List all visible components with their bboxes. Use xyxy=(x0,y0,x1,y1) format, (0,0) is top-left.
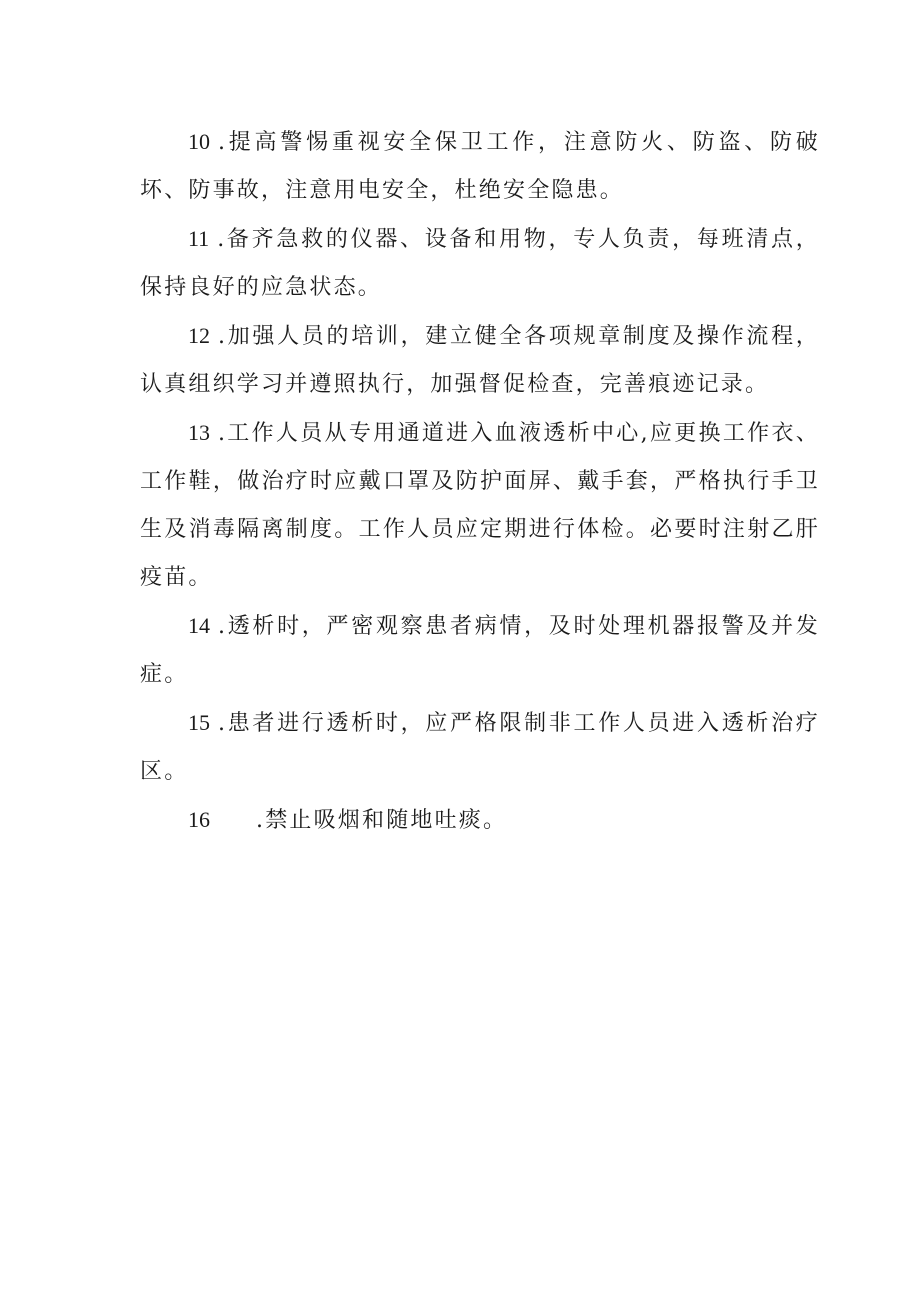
rule-text: .加强人员的培训，建立健全各项规章制度及操作流程，认真组织学习并遵照执行，加强督促检查，完善痕迹记录。 xyxy=(140,324,820,397)
rule-item-10 xyxy=(140,118,820,215)
rule-item-13 xyxy=(140,409,820,602)
rule-number: 11 xyxy=(188,226,210,251)
rule-text: .备齐急救的仪器、设备和用物，专人负责，每班清点，保持良好的应急状态。 xyxy=(140,227,820,300)
rule-text: .禁止吸烟和随地吐痰。 xyxy=(256,808,508,833)
rule-number: 13 xyxy=(188,420,210,445)
rule-text: .患者进行透析时，应严格限制非工作人员进入透析治疗区。 xyxy=(140,711,820,784)
rule-number: 12 xyxy=(188,323,210,348)
rule-number: 15 xyxy=(188,710,210,735)
rule-item-12 xyxy=(140,312,820,409)
rule-text: .工作人员从专用通道进入血液透析中心,应更换工作衣、工作鞋，做治疗时应戴口罩及防护面屏、戴手套，严格执行手卫生及消毒隔离制度。工作人员应定期进行体检。必要时注射乙肝疫苗。 xyxy=(140,421,820,590)
rule-text: .提高警惕重视安全保卫工作，注意防火、防盗、防破坏、防事故，注意用电安全，杜绝安全隐患。 xyxy=(140,130,820,203)
rule-item-14 xyxy=(140,602,820,699)
rule-number: 14 xyxy=(188,613,210,638)
rule-number: 16 xyxy=(188,807,210,832)
document-body xyxy=(140,118,820,845)
rule-item-15 xyxy=(140,699,820,796)
rule-item-16 xyxy=(140,796,820,845)
rule-item-11 xyxy=(140,215,820,312)
rule-number: 10 xyxy=(188,129,210,154)
rule-text: .透析时，严密观察患者病情，及时处理机器报警及并发症。 xyxy=(140,614,820,687)
